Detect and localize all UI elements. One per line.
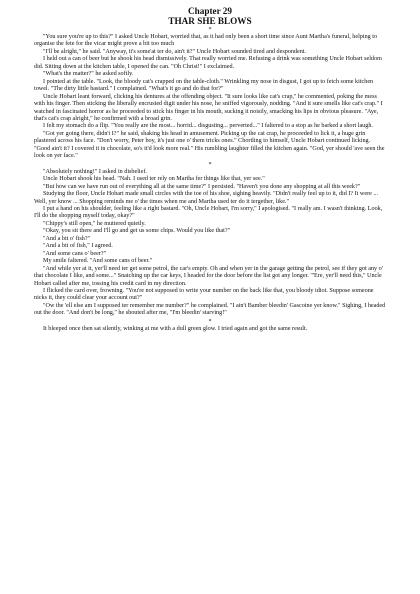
section-break: * [208, 317, 212, 325]
section-break: * [208, 26, 212, 33]
paragraph: Studying the floor, Uncle Hobart made small circles with the toe of his shoe, sighing heavily. "Didn't really feel up to it, did I? It were ... Well, yer know ... Shopping reminds me o' the times when me and Martha used ter do it tergether, like." [34, 191, 378, 205]
chapter-title: Chapter 29 [188, 6, 232, 16]
paragraph: "Absolutely nothing!" I asked in disbelief. [43, 168, 147, 175]
paragraph: "Got yer going there, didn't I?" he said, shaking his head in amusement. Picking up the cat crap, he proceeded to lick it, a huge grin plastered across his face. "Don't worry, Peter boy, it's just one o' them tricks ones." Chortling to himself, Uncle Hobart continued licking. "Good ain't it? I covered it in chocolate, so's it'd look more real." His rumbling laughter filled the kitchen again. "God, yer should 'ave seen the look on yer face." [34, 130, 385, 160]
paragraph: I put a hand on his shoulder, feeling like a right bastard. "Oh, Uncle Hobart, I'm sorry," I apologised. "I really am. I wasn't thinking. Look, I'll do the shopping myself today, okay?" [34, 205, 383, 220]
paragraph: "And a bit o' fish?" [43, 235, 91, 242]
paragraph: "And a bit of fish," I agreed. [43, 243, 113, 250]
section-3 [34, 326, 386, 333]
section-break: * [208, 160, 212, 168]
paragraph: My smile faltered. "And some cans of beer." [43, 258, 153, 265]
paragraph: Uncle Hobart shook his head. "Nah. I used ter rely on Martha fer things like that, yer see." [43, 176, 265, 183]
paragraph: I pointed at the table. "Look, the bloody cat's crapped on the table-cloth." Wrinkling my nose in disgust, I got up to fetch some kitchen towel. "The dirty little bastard." I complained. "What's it go and do that for?" [34, 78, 374, 93]
paragraph: I held out a can of beer but he shook his head dismissively. That really worried me. Refusing a drink was something Uncle Hobart seldom did. Sitting down at the kitchen table, I opened the can. "Oh Christ!" I exclaimed. [34, 56, 382, 70]
paragraph: Uncle Hobart leant forward, clicking his dentures at the offending object. "It sure looks like cat's crap," he commented, poking the mess with his finger. Then sticking the liberally encrusted digit under his nose, he sniffed vigorously, nodding. "And it sure smells like cat's crap." I watched in fascinated horror as he proceeded to stick his finger in his mouth, sucking it noisily, smacking his lips in obvious pleasure. "Aye, that's cat's crap alright," he confirmed with a broad grin. [34, 93, 383, 122]
paragraph: "But how can we have run out of everything all at the same time?" I persisted. "Haven't you done any shopping at all this week?" [43, 183, 361, 190]
paragraph: "Okay, you sit there and I'll go and get us some chips. Would you like that?" [43, 228, 231, 235]
paragraph: "And while yer at it, yer'll need ter get some petrol, the car's empty. Oh and when yer in the garage getting the petrol, see if they got any o' that chocolate I like, and some..." Snatching up the car keys, I headed for the door before the list got any longer. "'Ere, yer'll need this," Uncle Hobart called after me, tossing his credit card in my direction. [34, 265, 383, 287]
paragraph: I felt my stomach do a flip. "You really are the most... horrid... disgusting... perverted..." I faltered to a stop as he barked a short laugh. [43, 123, 373, 130]
section-2 [34, 169, 386, 318]
paragraph: "Chippy's still open," he muttered quietly. [43, 220, 146, 227]
paragraph: "Ow the 'ell else am I supposed ter remember me number?" he complained. "I ain't Bamber bleedin' Gascoine yer know." Sighing, I headed out the door. "And don't be long," he shouted after me, "I'm bleedin' starving!" [34, 302, 386, 317]
paragraph: "You sure you're up to this?" I asked Uncle Hobart, worried that, as it had only been a short time since Aunt Martha's funeral, helping to organise the fete for the vicar might prove a bit too much [34, 34, 378, 48]
paragraph: It bleeped once then sat silently, winking at me with a dull green glow. I tried again and got the same result. [43, 325, 308, 332]
chapter-subtitle: THAR SHE BLOWS [168, 16, 252, 26]
paragraph: "What's the matter?" he asked softly. [43, 71, 134, 78]
section-1 [34, 34, 386, 161]
paragraph: "And some cans o' beer?" [43, 250, 107, 257]
paragraph: "I'll be alright," he said. "Anyway, it's some'at ter do, ain't it?" Uncle Hobart sounded tired and despondent. [43, 48, 307, 55]
paragraph: I flicked the card over, frowning. "You're not supposed to write your number on the back like that, you bloody idiot. Suppose someone nicks it, they could clear your account out?" [34, 287, 374, 302]
